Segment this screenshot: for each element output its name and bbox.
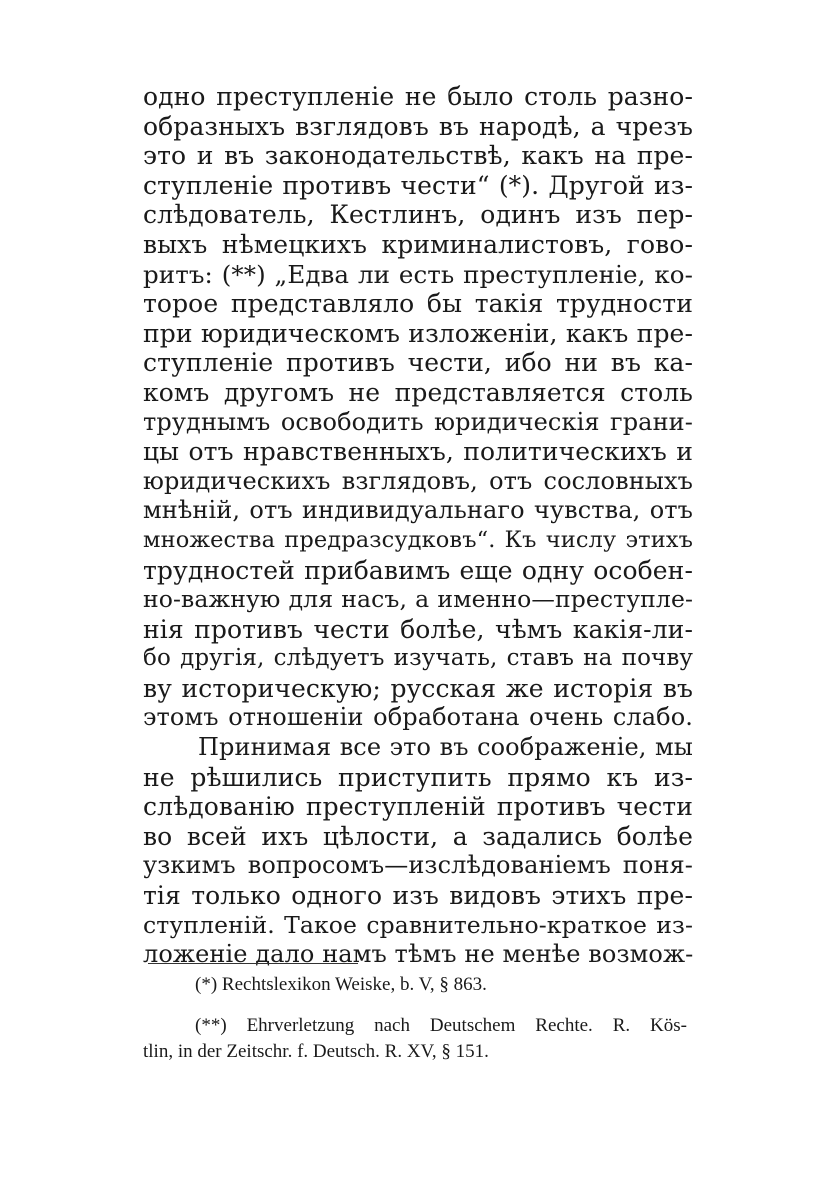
text-line: ступленіе противъ чести“ (*). Другой из-: [143, 170, 693, 200]
footnote-2-line-1: (**) Ehrverletzung nach Deutschem Rechte. R. Kös-: [195, 1015, 687, 1036]
text-line: ступленій. Такое сравнительно-краткое из-: [143, 910, 693, 939]
footnote-2-line-2: tlin, in der Zeitschr. f. Deutsch. R. XV, § 151.: [143, 1041, 489, 1062]
text-line: одно преступленіе не было столь разно-: [143, 82, 693, 111]
text-line: не рѣшились приступить прямо къ из-: [143, 762, 693, 792]
main-text: [143, 82, 693, 970]
footnote-separator: [148, 963, 358, 964]
text-line: ритъ: (**) „Едва ли есть преступленіе, ко-: [143, 259, 693, 289]
text-line: слѣдователь, Кестлинъ, одинъ изъ пер-: [143, 200, 693, 230]
text-line: юридическихъ взглядовъ, отъ сословныхъ: [143, 466, 693, 495]
text-line: бо другія, слѣдуетъ изучать, ставъ на почву: [143, 645, 693, 672]
text-line: труднымъ освободить юридическія грани-: [143, 407, 693, 436]
footnotes: [143, 972, 687, 1065]
text-line: цы отъ нравственныхъ, политическихъ и: [143, 437, 693, 467]
text-line: ву историческую; русская же исторія въ: [143, 673, 693, 703]
text-line: узкимъ вопросомъ—изслѣдованіемъ поня-: [143, 851, 693, 880]
text-line: во всей ихъ цѣлости, а задались болѣе: [143, 821, 693, 851]
text-line: ступленіе противъ чести, ибо ни въ ка-: [143, 348, 693, 378]
text-line: комъ другомъ не представляется столь: [143, 377, 693, 407]
text-line: торое представляло бы такія трудности: [143, 289, 693, 319]
text-line: нія противъ чести болѣе, чѣмъ какія-ли-: [143, 614, 693, 644]
text-line: трудностей прибавимъ еще одну особен-: [143, 555, 693, 585]
text-line: слѣдованію преступленій противъ чести: [143, 792, 693, 822]
text-line: множества предразсудковъ“. Къ числу этихъ: [143, 526, 693, 553]
footnote-1: (*) Rechtslexikon Weiske, b. V, § 863.: [195, 974, 487, 995]
text-line: но-важную для насъ, а именно—преступле-: [143, 585, 693, 614]
paragraph-start-line: Принимая все это въ соображеніе, мы: [198, 733, 693, 762]
text-line: образныхъ взглядовъ въ народѣ, а чрезъ: [143, 111, 693, 141]
text-line: мнѣній, отъ индивидуальнаго чувства, отъ: [143, 496, 693, 525]
text-line: выхъ нѣмецкихъ криминалистовъ, гово-: [143, 229, 693, 259]
text-line: это и въ законодательствѣ, какъ на пре-: [143, 141, 693, 171]
text-line: при юридическомъ изложеніи, какъ пре-: [143, 318, 693, 348]
text-line: ложеніе дало намъ тѣмъ не менѣе возмож-: [143, 940, 694, 969]
text-line: этомъ отношеніи обработана очень слабо.: [143, 703, 693, 732]
text-line: тія только одного изъ видовъ этихъ пре-: [143, 881, 693, 911]
